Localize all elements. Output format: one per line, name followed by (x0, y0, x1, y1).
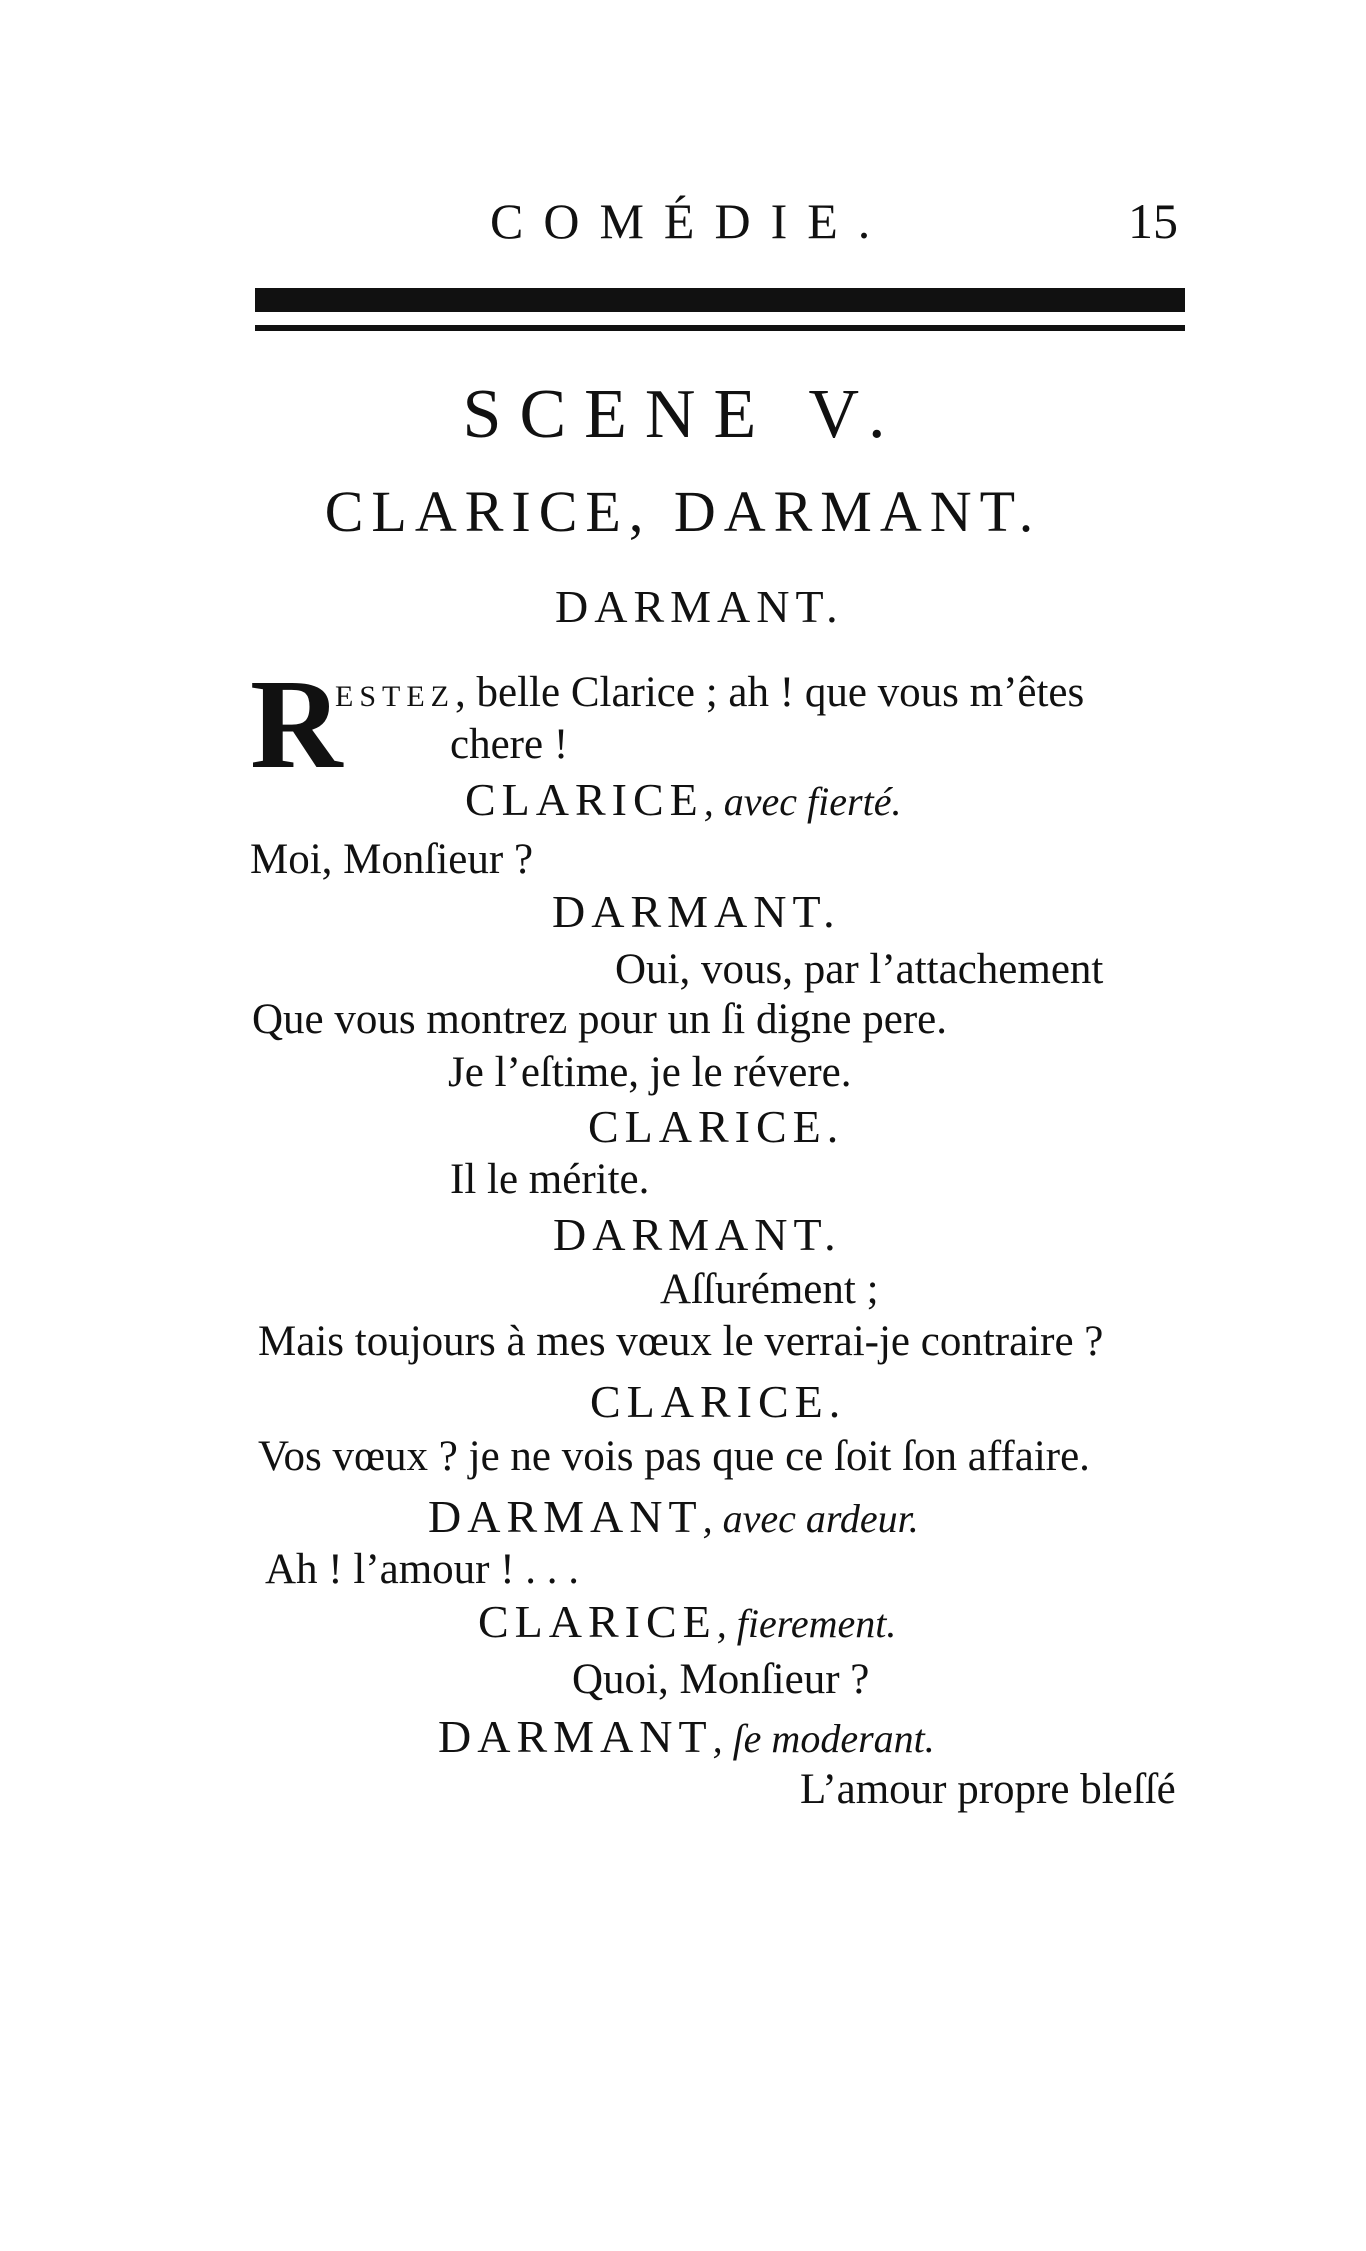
verse-line: Je l’eſtime, je le révere. (448, 1049, 852, 1096)
speaker-block (465, 773, 901, 826)
stage-direction: , avec fierté. (703, 779, 902, 824)
running-head: COMÉDIE. (490, 193, 891, 249)
speaker-label: CLARICE. (588, 1101, 845, 1152)
verse-line: Il le mérite. (450, 1156, 650, 1203)
speaker-label: CLARICE (478, 1596, 717, 1647)
drop-cap: R (250, 653, 343, 795)
verse-line: chere ! (450, 721, 569, 768)
speaker-block (478, 1595, 896, 1648)
verse-line: Que vous montrez pour un ſi digne pere. (252, 996, 947, 1043)
scene-characters: CLARICE, DARMANT. (324, 479, 1042, 544)
page-number: 15 (1128, 193, 1178, 249)
speaker-block (438, 1710, 935, 1763)
scene-title: SCENE V. (462, 376, 904, 453)
verse-line: Oui, vous, par l’attachement (615, 946, 1104, 993)
verse-smallcaps: ESTEZ (335, 680, 455, 713)
speaker-label: DARMANT. (552, 886, 841, 937)
verse-line: Quoi, Monſieur ? (572, 1656, 870, 1703)
verse-line: Mais toujours à mes vœux le verrai-je contraire ? (258, 1318, 1104, 1365)
speaker-label: DARMANT (428, 1491, 703, 1542)
speaker-label: DARMANT (438, 1711, 713, 1762)
speaker-block (428, 1490, 919, 1543)
verse-line: Aſſurément ; (660, 1266, 879, 1313)
speaker-label: CLARICE. (590, 1376, 847, 1427)
speaker-label: CLARICE (465, 774, 704, 825)
speaker-label: DARMANT. (555, 581, 844, 632)
stage-direction: , avec ardeur. (702, 1496, 919, 1541)
verse-text: , belle Clarice ; ah ! que vous m’êtes (455, 669, 1085, 716)
speaker-label: DARMANT. (553, 1209, 842, 1260)
header-rule-thin (255, 325, 1185, 331)
verse-line: Ah ! l’amour ! . . . (265, 1546, 580, 1593)
verse-line: Vos vœux ? je ne vois pas que ce ſoit ſon affaire. (258, 1433, 1090, 1480)
stage-direction: , ſe moderant. (712, 1716, 935, 1761)
stage-direction: , fierement. (716, 1601, 897, 1646)
header-rule-thick (255, 288, 1185, 312)
verse-line (335, 668, 1084, 717)
verse-line: Moi, Monſieur ? (250, 836, 534, 883)
verse-line: L’amour propre bleſſé (800, 1766, 1176, 1813)
